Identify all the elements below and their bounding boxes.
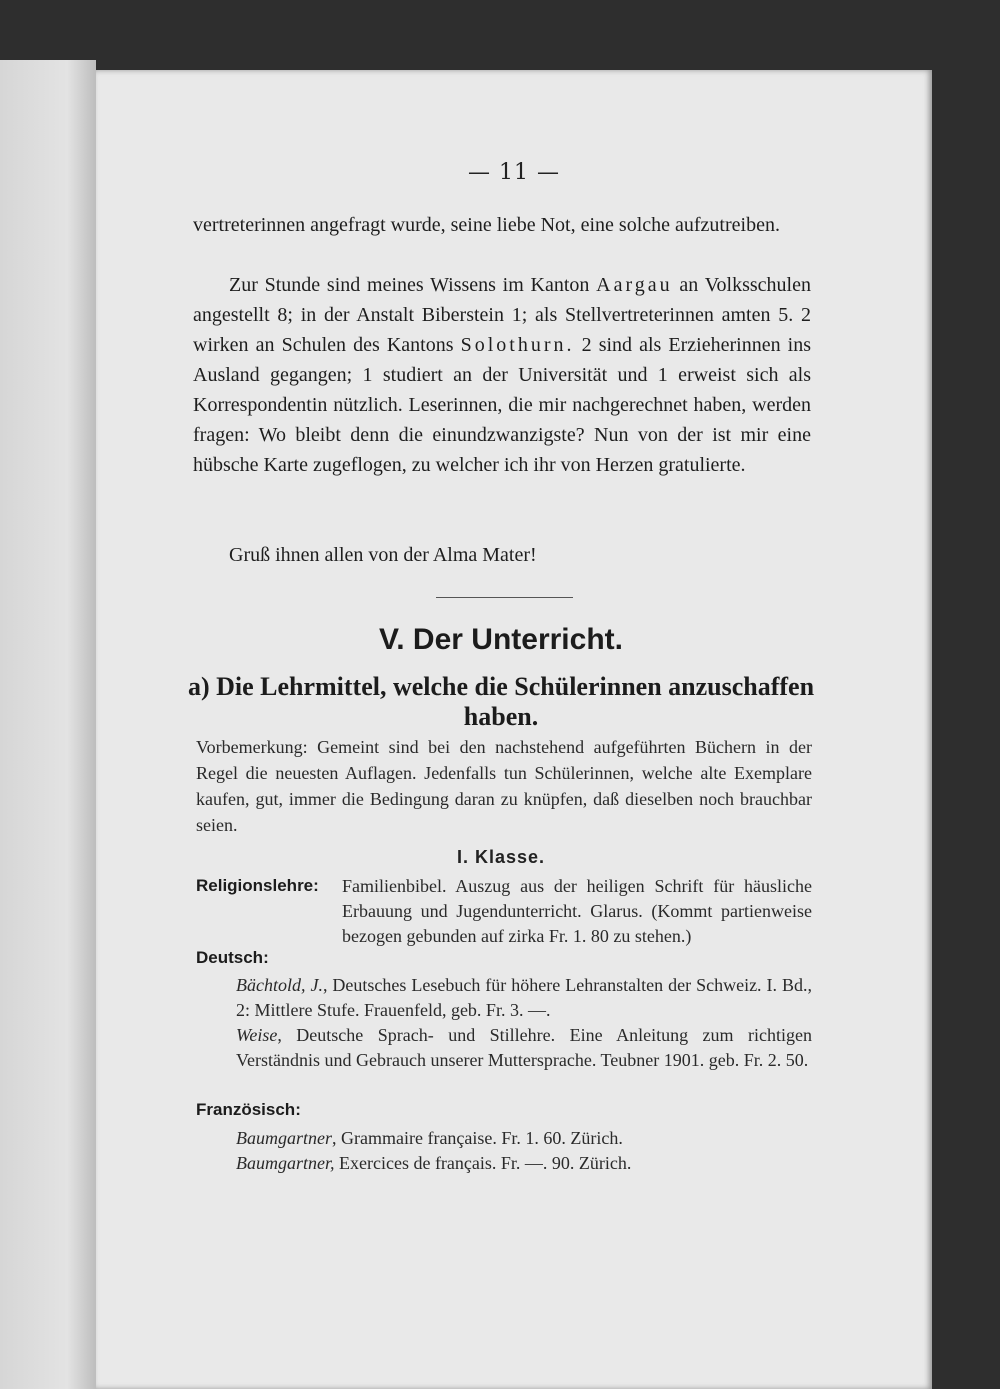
sub-title: a) Die Lehrmittel, welche die Schülerinnen anzuschaffen haben. (187, 672, 815, 731)
author-baumgartner-2: Baumgartner, (236, 1153, 335, 1173)
entry-religion (342, 874, 812, 949)
remark-label: Vorbemerkung: (196, 737, 308, 757)
section-divider (436, 597, 573, 598)
religion-text: Familienbibel. Auszug aus der heiligen Schrift für häusliche Erbauung und Jugendunterricht. Glarus. (Kommt partienweise bezogen gebunden auf zirka Fr. 1. 80 zu stehen.) (342, 876, 812, 946)
place-aargau: Aargau (596, 274, 673, 296)
class-heading: I. Klasse. (456, 847, 546, 867)
author-baechtold: Bächtold, J. (236, 975, 323, 995)
left-page-edge (0, 60, 96, 1389)
paragraph-2-mid: an Volksschulen angestellt 8; in der Anstalt Biberstein 1; als Stellvertreterinnen amten 5. 2 wirken an Schulen des Kantons (193, 274, 811, 356)
deutsch-1-text: , Deutsches Lesebuch für höhere Lehranstalten der Schweiz. I. Bd., 2: Mittlere Stufe. Frauenfeld, geb. Fr. 3. —. (236, 975, 812, 1020)
author-baumgartner-1: Baumgartner (236, 1128, 332, 1148)
entry-deutsch-1 (236, 973, 812, 1023)
remark-text: Gemeint sind bei den nachstehend aufgeführten Büchern in der Regel die neuesten Auflagen. Jedenfalls tun Schülerinnen, welche alte Exemplare kaufen, gut, immer die Bedingung daran zu knüpfen, daß dieselben noch brauchbar seien. (196, 737, 812, 835)
entry-franz-1 (236, 1126, 812, 1151)
author-weise: Weise (236, 1025, 278, 1045)
entry-franz-2 (236, 1151, 812, 1176)
page-number: — 11 — (468, 160, 560, 185)
paragraph-2-end: 2 sind als Erzieherinnen ins Ausland gegangen; 1 studiert an der Universität und 1 erweist sich als Korrespondentin nützlich. Leserinnen, die mir nachgerechnet haben, werden fragen: Wo bleibt denn die einundzwanzigste? Nun von der ist mir eine hübsche Karte zugeflogen, zu welcher ich ihr von Herzen gratulierte. (193, 334, 811, 476)
place-solothurn: Solothurn. (460, 334, 575, 356)
subject-religion-label: Religionslehre: (196, 876, 319, 895)
paragraph-3: Gruß ihnen allen von der Alma Mater! (229, 544, 537, 566)
preliminary-remark (196, 734, 812, 838)
paragraph-2-start: Zur Stunde sind meines Wissens im Kanton (229, 274, 597, 296)
entry-deutsch-2 (236, 1023, 812, 1073)
subject-deutsch-label: Deutsch: (196, 948, 269, 967)
paragraph-2 (193, 270, 811, 480)
paragraph-1: vertreterinnen angefragt wurde, seine liebe Not, eine solche aufzutreiben. (193, 214, 780, 236)
deutsch-2-text: , Deutsche Sprach- und Stillehre. Eine Anleitung zum richtigen Verständnis und Gebrauch unserer Muttersprache. Teubner 1901. geb. Fr. 2. 50. (236, 1025, 812, 1070)
book-page (96, 70, 932, 1389)
franz-1-text: , Grammaire française. Fr. 1. 60. Zürich. (332, 1128, 623, 1148)
section-title: V. Der Unterricht. (379, 623, 623, 656)
franz-2-text: Exercices de français. Fr. —. 90. Zürich. (334, 1153, 632, 1173)
subject-franzoesisch-label: Französisch: (196, 1100, 301, 1119)
